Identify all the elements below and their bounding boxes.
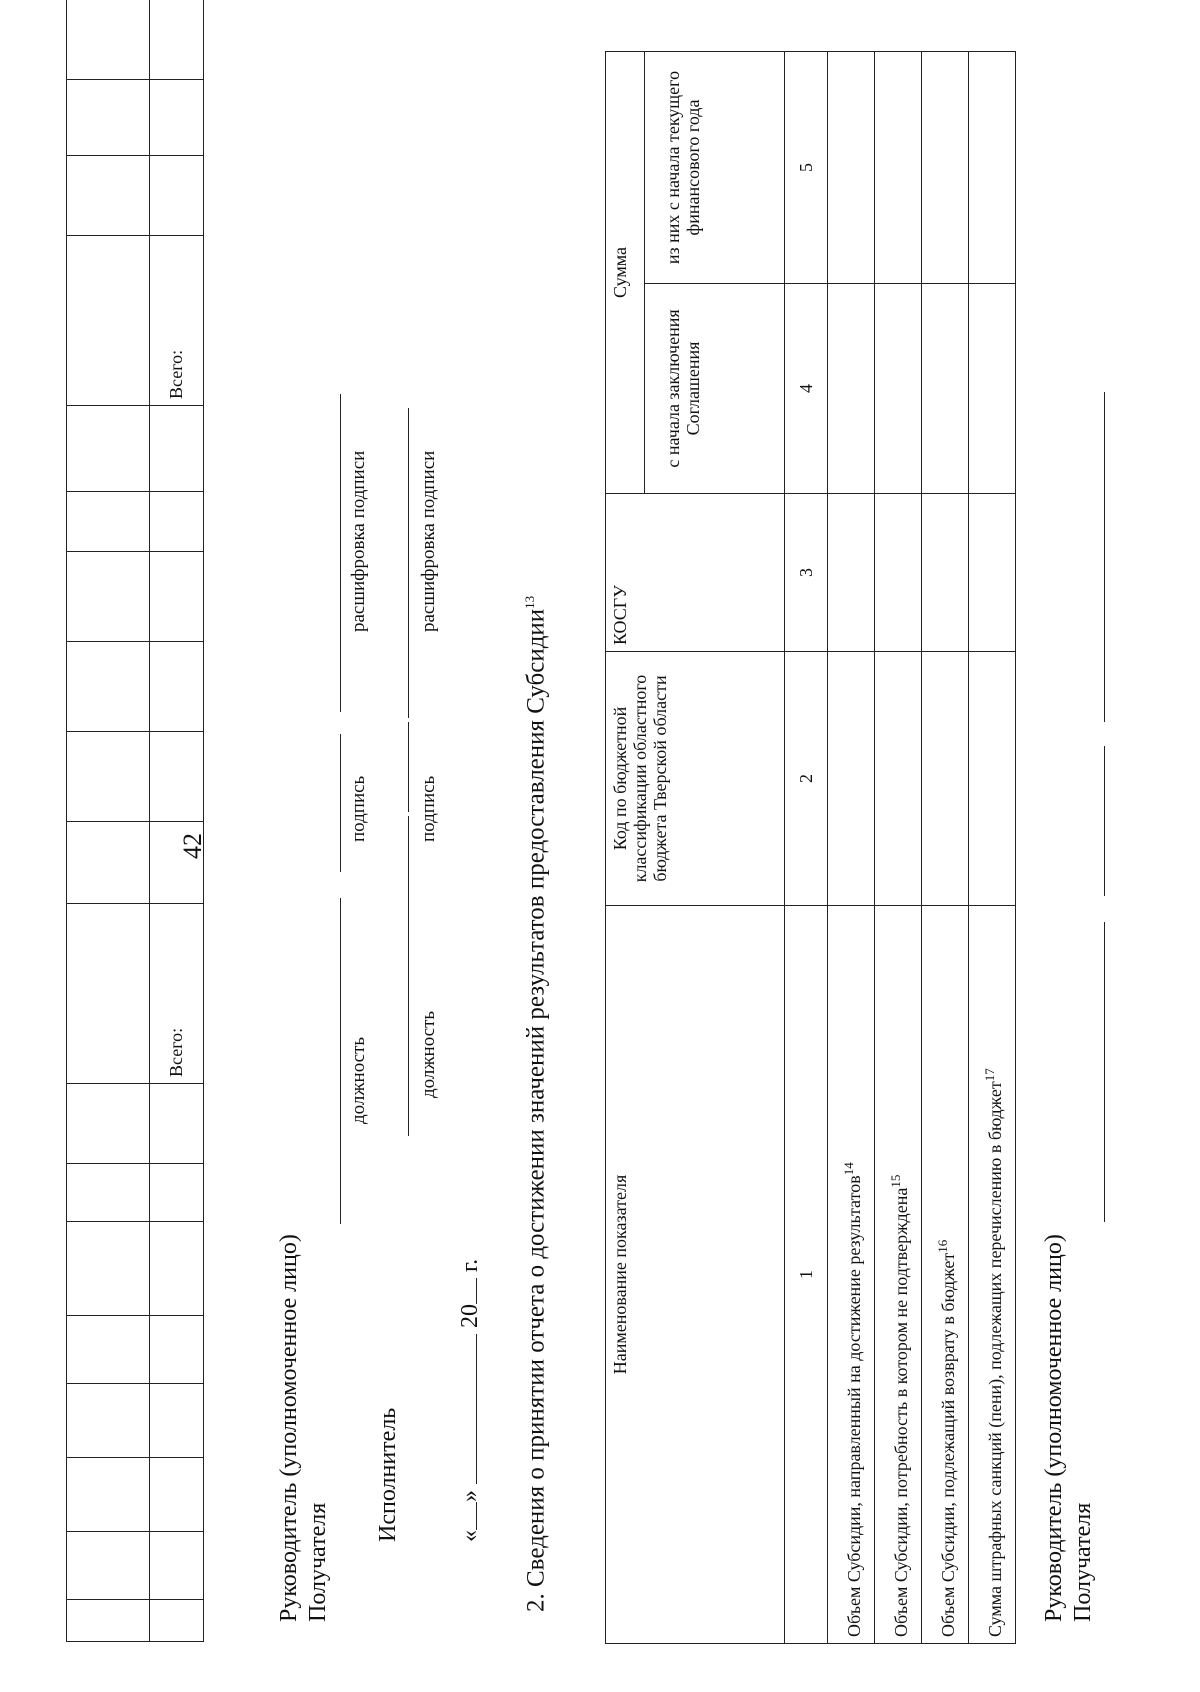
table-cell [150, 406, 204, 492]
executor-position-caption: должность [418, 1010, 439, 1098]
header-sum: Сумма [606, 52, 645, 494]
year-blank [452, 1278, 477, 1304]
table-cell [67, 642, 150, 732]
table-cell [150, 1084, 204, 1164]
header-budget-code: Код по бюджетной классификации областного бюджета Тверской области [606, 652, 785, 906]
column-numbers-row [785, 52, 828, 1644]
table-cell [150, 156, 204, 236]
head-title-2: Руководитель (уполномоченное лицо) Получателя [1041, 1234, 1096, 1622]
table-cell [67, 904, 150, 1084]
day-blank [452, 1502, 477, 1530]
table-row [922, 52, 969, 1644]
table-cell [67, 1600, 150, 1642]
table-cell [828, 494, 875, 652]
executor-position-line [408, 816, 409, 1136]
position-line-2 [1104, 922, 1105, 1222]
table-cell [150, 732, 204, 822]
table-cell [922, 284, 969, 494]
header-indicator-name: Наименование показателя [606, 906, 785, 1644]
table-cell [828, 284, 875, 494]
table-cell [969, 652, 1016, 906]
table-cell [67, 80, 150, 156]
table-cell [67, 1164, 150, 1222]
row-label: Сумма штрафных санкций (пени), подлежащих перечислению в бюджет$^{17}$ [969, 906, 1016, 1644]
table-header-row [606, 52, 645, 1644]
position-caption: должность [348, 1036, 369, 1124]
table-cell [67, 492, 150, 552]
table-cell [150, 1600, 204, 1642]
table-cell [67, 1384, 150, 1458]
executor-decoding-caption: расшифровка подписи [418, 450, 439, 632]
table-row [969, 52, 1016, 1644]
table-cell [150, 1458, 204, 1532]
table-cell [150, 1316, 204, 1384]
previous-table-fragment [66, 0, 204, 1642]
row-label: Объем Субсидии, направленный на достижение результатов$^{14}$ [828, 906, 875, 1644]
column-number: 4 [785, 284, 828, 494]
table-cell [150, 492, 204, 552]
signature-line-2 [1104, 746, 1105, 896]
header-kosgu: КОСГУ [606, 494, 785, 652]
decoding-line-2 [1104, 392, 1105, 722]
table-cell [922, 652, 969, 906]
table-row [150, 0, 204, 1642]
table-cell [67, 406, 150, 492]
row-label: Объем Субсидии, подлежащий возврату в бюджет$^{16}$ [922, 906, 969, 1644]
executor-decoding-line [408, 408, 409, 718]
decoding-caption: расшифровка подписи [348, 450, 369, 632]
table-cell [150, 0, 204, 80]
table-cell [150, 1222, 204, 1316]
table-cell [67, 732, 150, 822]
results-table [605, 51, 1016, 1644]
header-sum-since-agreement: с начала заключения Соглашения [644, 284, 784, 494]
row-label: Объем Субсидии, потребность в котором не подтверждена$^{15}$ [875, 906, 922, 1644]
total-label: Всего: [150, 904, 204, 1084]
section-heading: 2. Сведения о принятии отчета о достижении значений результатов предоставления Субсидии$^{13}$ [522, 595, 550, 1612]
table-cell [67, 1458, 150, 1532]
table-cell [150, 822, 204, 904]
executor-title: Исполнитель [375, 1407, 401, 1542]
table-row [828, 52, 875, 1644]
signature-caption: подпись [348, 775, 369, 842]
table-cell [150, 1384, 204, 1458]
table-cell [969, 52, 1016, 284]
table-cell [875, 652, 922, 906]
table-cell [67, 552, 150, 642]
column-number: 1 [785, 906, 828, 1644]
table-cell [150, 1532, 204, 1600]
table-cell [875, 284, 922, 494]
table-cell [67, 1532, 150, 1600]
table-cell [67, 1084, 150, 1164]
table-cell [150, 552, 204, 642]
executor-signature-line [408, 722, 409, 812]
date-line: «» 20 г. [452, 1259, 484, 1542]
table-cell [67, 1316, 150, 1384]
header-sum-since-year-start: из них с начала текущего финансового года [644, 52, 784, 284]
position-line [340, 898, 341, 1224]
table-cell [67, 0, 150, 80]
table-cell [828, 652, 875, 906]
table-cell [67, 822, 150, 904]
table-cell [150, 642, 204, 732]
table-cell [922, 494, 969, 652]
table-cell [150, 1164, 204, 1222]
column-number: 5 [785, 52, 828, 284]
footnote-marker: 13 [522, 595, 537, 609]
table-cell [969, 284, 1016, 494]
table-cell [969, 494, 1016, 652]
table-row [875, 52, 922, 1644]
column-number: 3 [785, 494, 828, 652]
table-cell [875, 52, 922, 284]
table-cell [67, 156, 150, 236]
total-label: Всего: [150, 236, 204, 406]
head-title: Руководитель (уполномоченное лицо) Получателя [276, 1234, 331, 1622]
executor-signature-caption: подпись [418, 775, 439, 842]
table-cell [828, 52, 875, 284]
table-cell [875, 494, 922, 652]
table-cell [67, 1222, 150, 1316]
page-number: 42 [178, 833, 207, 859]
table-cell [67, 236, 150, 406]
table-cell [922, 52, 969, 284]
month-blank [452, 1334, 477, 1484]
signature-line [340, 734, 341, 872]
table-cell [150, 80, 204, 156]
table-row [67, 0, 150, 1642]
column-number: 2 [785, 652, 828, 906]
decoding-line [340, 394, 341, 712]
